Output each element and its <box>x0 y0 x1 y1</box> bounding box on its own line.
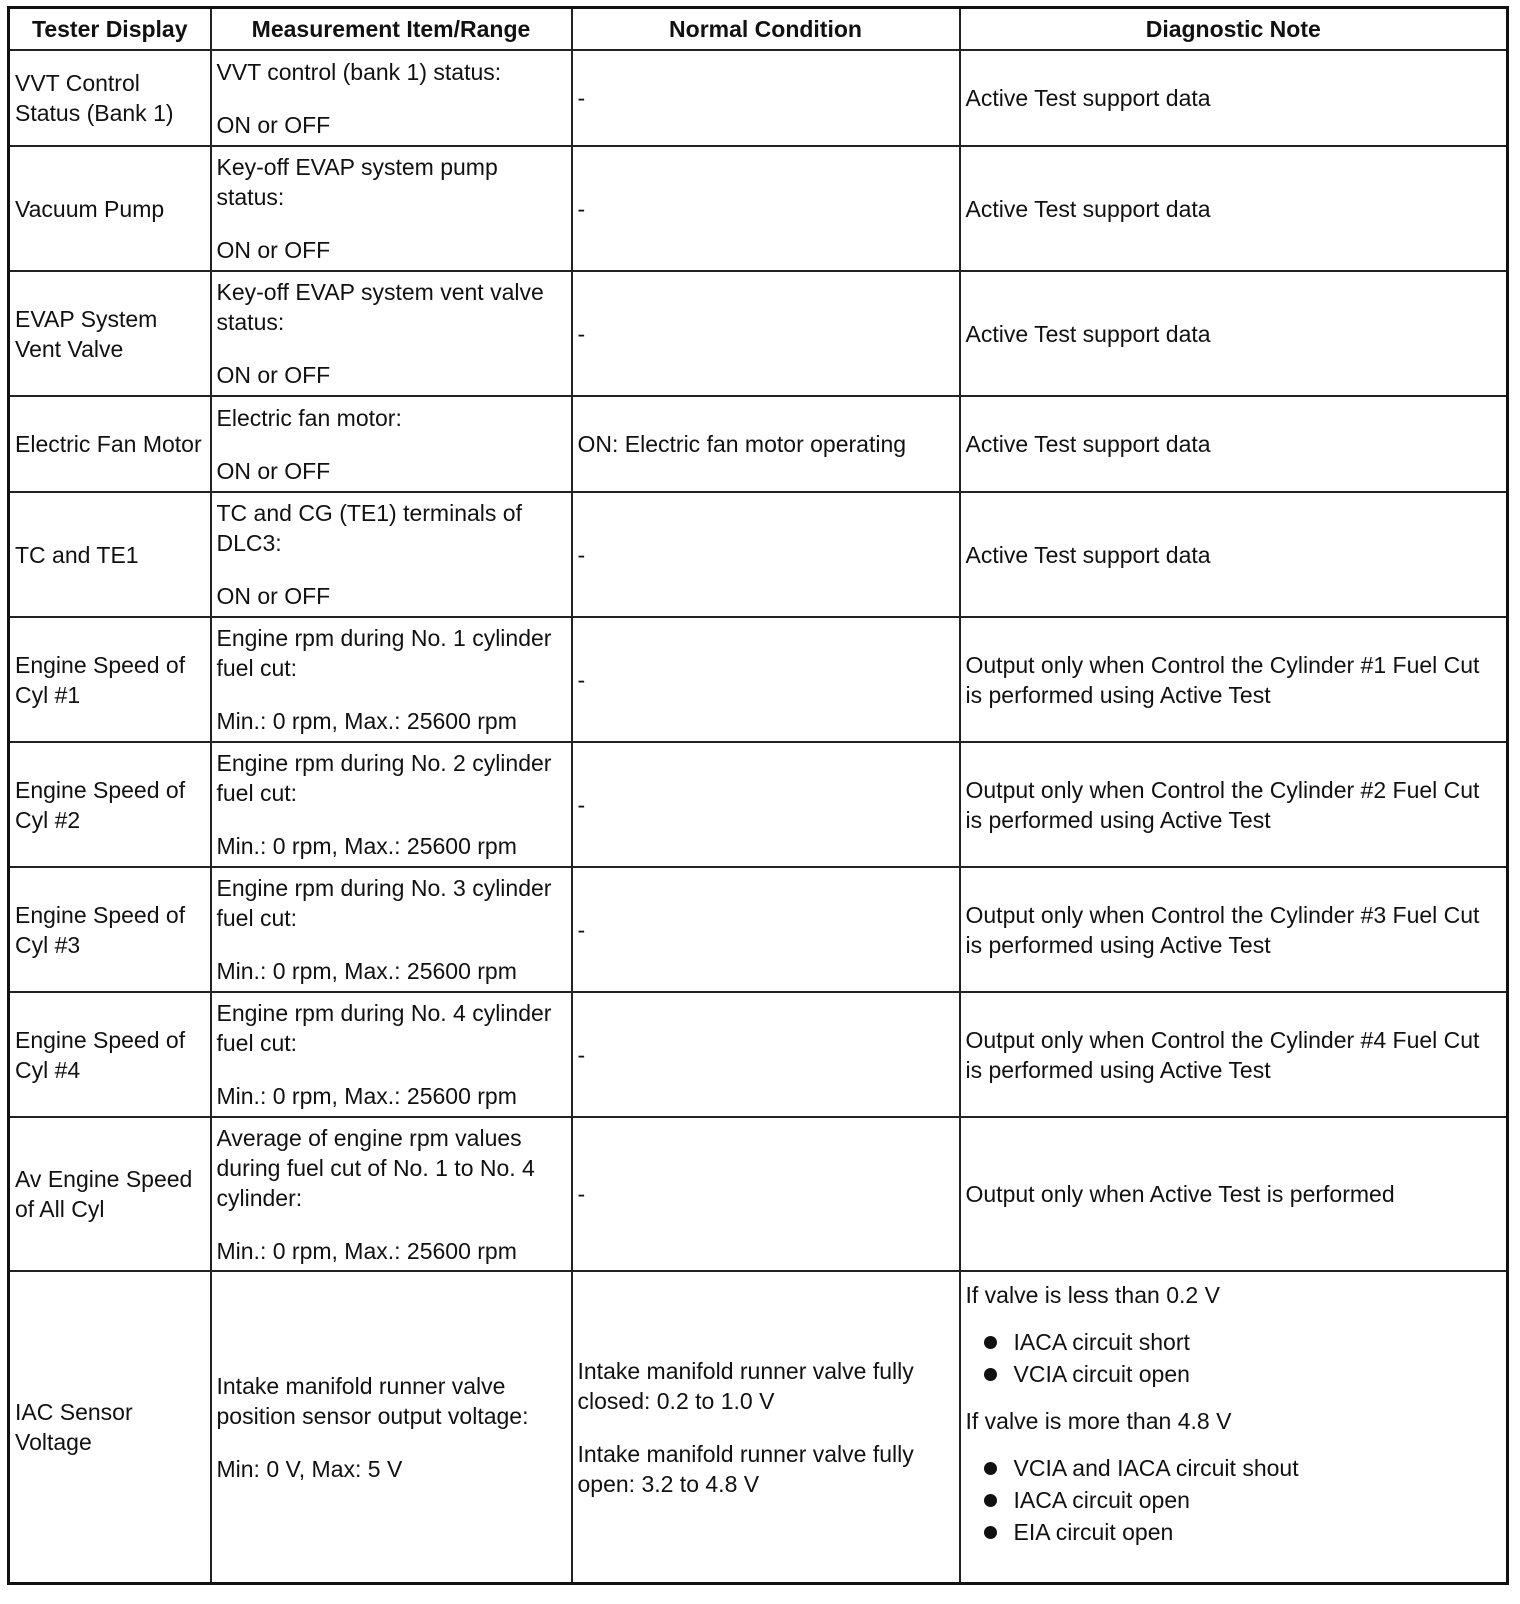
tester-display-cell: Engine Speed of Cyl #2 <box>9 742 211 867</box>
bullet-item: VCIA circuit open <box>984 1358 1502 1390</box>
measurement-range: ON or OFF <box>216 457 331 484</box>
measurement-cell <box>211 1271 572 1584</box>
note-high-title: If valve is more than 4.8 V <box>965 1408 1232 1434</box>
measurement-range: ON or OFF <box>216 362 331 388</box>
tester-display-cell: IAC Sensor Voltage <box>9 1271 211 1584</box>
measurement-cell <box>211 992 572 1117</box>
normal-condition-cell: - <box>572 492 960 617</box>
measurement-cell <box>211 1117 572 1271</box>
normal-condition-cell: - <box>572 992 960 1117</box>
measurement-cell <box>211 867 572 992</box>
tester-display-cell: Av Engine Speed of All Cyl <box>9 1117 211 1271</box>
diagnostic-note-cell <box>960 1271 1508 1584</box>
normal-condition-open: Intake manifold runner valve fully open: 3.2 to 4.8 V <box>577 1440 914 1497</box>
measurement-item: Engine rpm during No. 3 cylinder fuel cut: <box>216 875 552 931</box>
measurement-item: Engine rpm during No. 4 cylinder fuel cut: <box>216 1000 552 1056</box>
table-row <box>9 146 1508 271</box>
measurement-item: Intake manifold runner valve position sensor output voltage: <box>216 1372 529 1429</box>
table-row <box>9 742 1508 867</box>
measurement-range: ON or OFF <box>216 237 331 263</box>
normal-condition-cell: - <box>572 146 960 271</box>
diagnostic-note-cell: Output only when Active Test is performed <box>960 1117 1508 1271</box>
table-row <box>9 396 1508 492</box>
table-row <box>9 271 1508 396</box>
header-row <box>9 8 1508 51</box>
normal-condition-cell: - <box>572 271 960 396</box>
measurement-cell <box>211 50 572 146</box>
diagnostic-note-cell: Active Test support data <box>960 492 1508 617</box>
table-row <box>9 992 1508 1117</box>
table-row <box>9 492 1508 617</box>
measurement-item: Engine rpm during No. 1 cylinder fuel cut: <box>216 625 552 681</box>
normal-condition-cell <box>572 1271 960 1584</box>
bullet-item: IACA circuit short <box>984 1326 1502 1358</box>
tester-display-cell: Electric Fan Motor <box>9 396 211 492</box>
header-tester-display: Tester Display <box>9 8 211 51</box>
diagnostic-note-cell: Output only when Control the Cylinder #1 Fuel Cut is performed using Active Test <box>960 617 1508 742</box>
diagnostic-note-cell: Output only when Control the Cylinder #4 Fuel Cut is performed using Active Test <box>960 992 1508 1117</box>
measurement-cell <box>211 617 572 742</box>
tester-display-cell: Vacuum Pump <box>9 146 211 271</box>
normal-condition-cell: - <box>572 617 960 742</box>
measurement-cell <box>211 492 572 617</box>
note-low-title: If valve is less than 0.2 V <box>965 1282 1220 1308</box>
table-row <box>9 617 1508 742</box>
measurement-range: ON or OFF <box>216 111 331 138</box>
normal-condition-cell: ON: Electric fan motor operating <box>572 396 960 492</box>
measurement-range: Min: 0 V, Max: 5 V <box>216 1455 403 1482</box>
data-list-table <box>7 6 1509 1585</box>
diagnostic-note-cell: Output only when Control the Cylinder #3 Fuel Cut is performed using Active Test <box>960 867 1508 992</box>
measurement-range: Min.: 0 rpm, Max.: 25600 rpm <box>216 1083 517 1109</box>
table-row <box>9 1117 1508 1271</box>
measurement-range: Min.: 0 rpm, Max.: 25600 rpm <box>216 958 517 984</box>
measurement-item: Engine rpm during No. 2 cylinder fuel cut: <box>216 750 552 806</box>
measurement-item: VVT control (bank 1) status: <box>216 58 502 85</box>
measurement-item: TC and CG (TE1) terminals of DLC3: <box>216 500 522 556</box>
diagnostic-note-cell: Active Test support data <box>960 50 1508 146</box>
normal-condition-closed: Intake manifold runner valve fully closed: 0.2 to 1.0 V <box>577 1357 914 1414</box>
tester-display-cell: TC and TE1 <box>9 492 211 617</box>
measurement-item: Key-off EVAP system vent valve status: <box>216 279 544 335</box>
header-normal-condition: Normal Condition <box>572 8 960 51</box>
measurement-cell <box>211 742 572 867</box>
measurement-range: Min.: 0 rpm, Max.: 25600 rpm <box>216 708 517 734</box>
normal-condition-cell: - <box>572 50 960 146</box>
bullet-item: IACA circuit open <box>984 1484 1502 1516</box>
normal-condition-cell: - <box>572 867 960 992</box>
measurement-range: ON or OFF <box>216 583 331 609</box>
tester-display-cell: Engine Speed of Cyl #3 <box>9 867 211 992</box>
measurement-cell <box>211 271 572 396</box>
measurement-cell <box>211 146 572 271</box>
tester-display-cell: VVT Control Status (Bank 1) <box>9 50 211 146</box>
bullet-item: VCIA and IACA circuit shout <box>984 1452 1502 1484</box>
diagnostic-note-cell: Active Test support data <box>960 396 1508 492</box>
normal-condition-cell: - <box>572 742 960 867</box>
measurement-cell <box>211 396 572 492</box>
measurement-range: Min.: 0 rpm, Max.: 25600 rpm <box>216 833 517 859</box>
header-diagnostic-note: Diagnostic Note <box>960 8 1508 51</box>
note-high-list <box>966 1452 1502 1548</box>
diagnostic-note-cell: Active Test support data <box>960 146 1508 271</box>
normal-condition-cell: - <box>572 1117 960 1271</box>
table-row <box>9 1271 1508 1584</box>
bullet-item: EIA circuit open <box>984 1516 1502 1548</box>
measurement-item: Average of engine rpm values during fuel cut of No. 1 to No. 4 cylinder: <box>216 1124 535 1211</box>
note-low-list <box>966 1326 1502 1390</box>
table-row <box>9 50 1508 146</box>
table-row <box>9 867 1508 992</box>
measurement-item: Key-off EVAP system pump status: <box>216 154 498 210</box>
tester-display-cell: Engine Speed of Cyl #4 <box>9 992 211 1117</box>
diagnostic-note-cell: Active Test support data <box>960 271 1508 396</box>
diagnostic-note-cell: Output only when Control the Cylinder #2 Fuel Cut is performed using Active Test <box>960 742 1508 867</box>
measurement-range: Min.: 0 rpm, Max.: 25600 rpm <box>216 1237 517 1264</box>
measurement-item: Electric fan motor: <box>216 404 402 431</box>
tester-display-cell: Engine Speed of Cyl #1 <box>9 617 211 742</box>
header-measurement: Measurement Item/Range <box>211 8 572 51</box>
tester-display-cell: EVAP System Vent Valve <box>9 271 211 396</box>
